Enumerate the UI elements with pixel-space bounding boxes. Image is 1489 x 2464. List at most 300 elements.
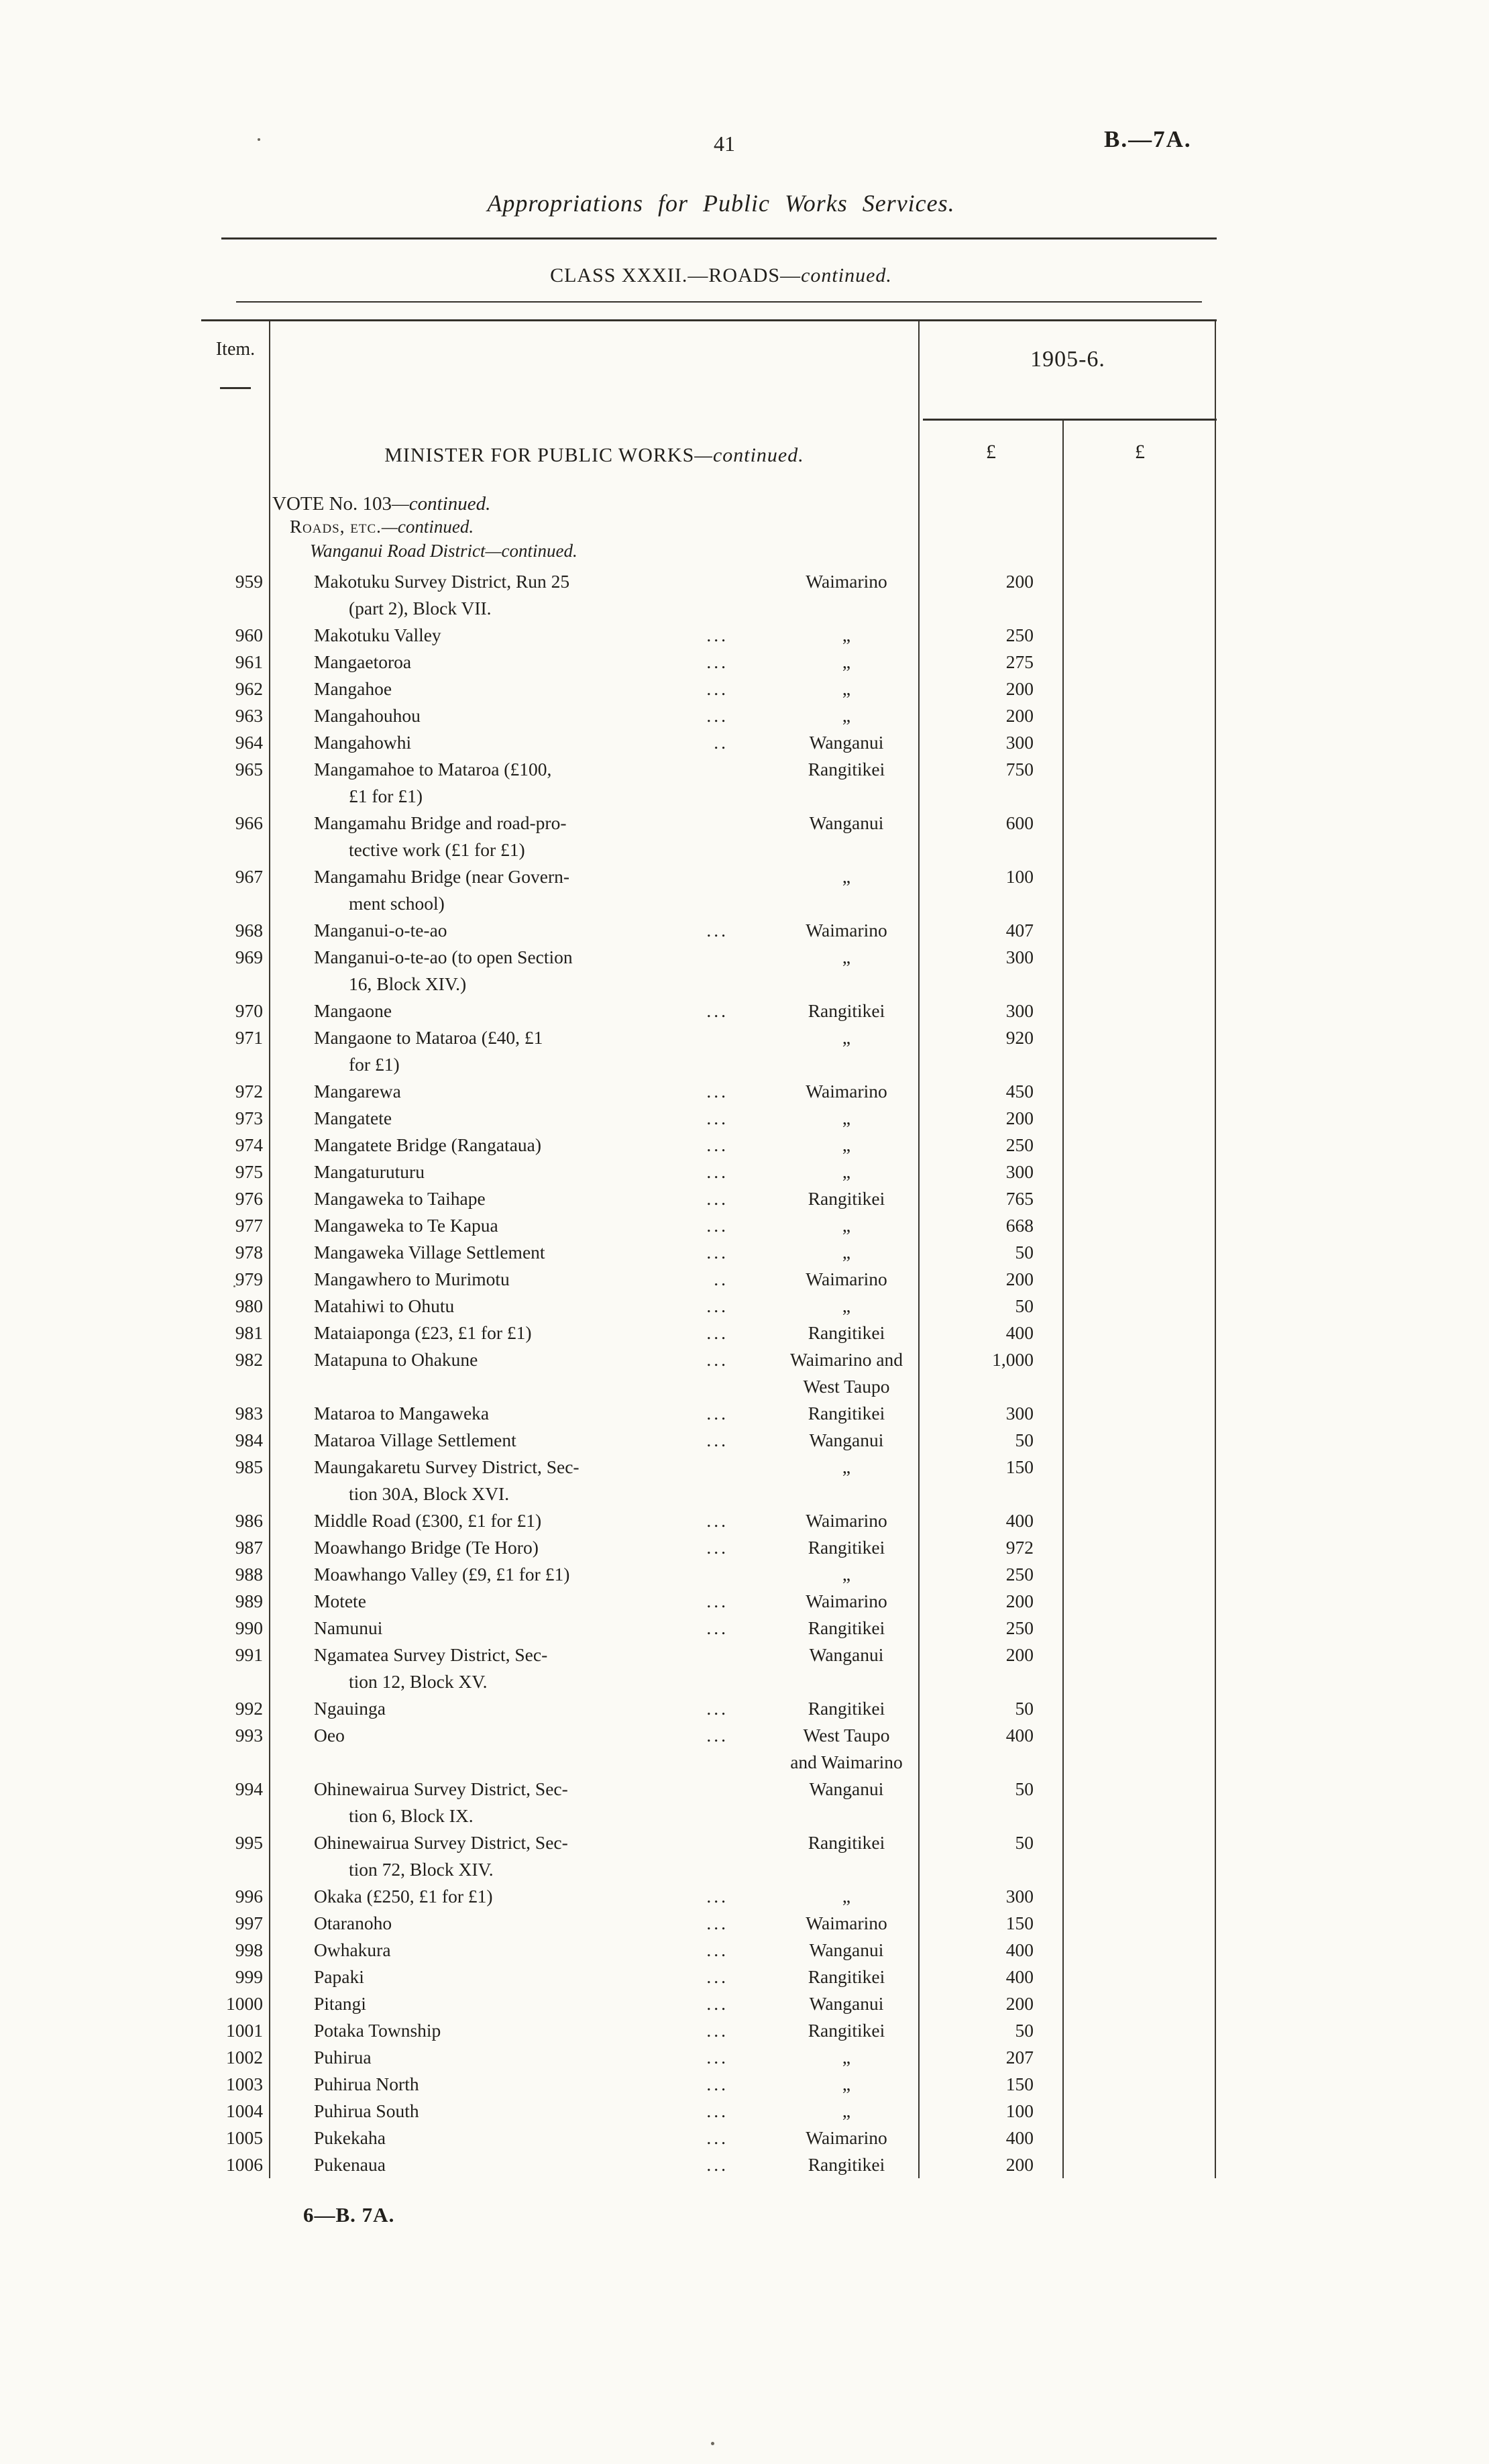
item-number: 1001 [226,2020,263,2041]
item-number: 967 [235,866,263,887]
district: Wanganui [809,812,884,833]
amount: 50 [1015,1832,1034,1853]
item-number: 969 [235,947,263,967]
item-number: 989 [235,1591,263,1611]
amount: 200 [1005,1591,1034,1611]
work-description [270,863,739,917]
item-number: 1004 [226,2100,263,2121]
amount: 200 [1005,1108,1034,1128]
item-number: 986 [235,1510,263,1531]
item-number: 995 [235,1832,263,1853]
amount-secondary [1063,1212,1217,1239]
work-description [270,1185,739,1212]
work-description-text: Otaranoho [314,1913,392,1933]
amount-secondary [1063,863,1217,917]
amount: 668 [1005,1215,1034,1236]
roads-heading-continued: —continued. [381,517,474,537]
item-number: 977 [235,1215,263,1236]
amount-secondary [1063,1293,1217,1320]
amount-secondary [1063,917,1217,944]
district: „ [842,1456,851,1477]
item-number: 966 [235,812,263,833]
amount: 207 [1005,2047,1034,2068]
table-row [201,1588,1217,1615]
dot-leader: ... [706,1617,728,1638]
table-row [201,676,1217,702]
district: Wanganui [809,1778,884,1799]
table-row [201,1910,1217,1937]
work-description-text: Makotuku Valley [314,625,441,645]
table-row [201,1105,1217,1132]
district: Rangitikei [808,1537,885,1558]
item-number: 981 [235,1322,263,1343]
work-description-text: Mangawhero to Murimotu [314,1269,510,1289]
work-description-text: Ngauinga [314,1698,386,1719]
amount-secondary [1063,1829,1217,1883]
table-header [201,321,1217,568]
amount-secondary [1063,1990,1217,2017]
table-row [201,2071,1217,2098]
work-description-text: Matahiwi to Ohutu [314,1295,455,1316]
item-number: 999 [235,1966,263,1987]
work-description [270,1642,739,1695]
horizontal-rule [221,237,1217,239]
table-row [201,2017,1217,2044]
work-description [270,1078,739,1105]
amount: 1,000 [992,1349,1034,1370]
item-number: 988 [235,1564,263,1585]
work-description-text: Puhirua South [314,2100,419,2121]
item-number: 971 [235,1027,263,1048]
item-number: 991 [235,1644,263,1665]
district: Waimarino [806,1591,887,1611]
dot-leader: ... [706,1966,728,1987]
item-number: 997 [235,1913,263,1933]
amount-secondary [1063,702,1217,729]
work-description [270,1883,739,1910]
amount-secondary [1063,810,1217,863]
table-row [201,1346,1217,1400]
work-description-text: Ngamatea Survey District, Sec- tion 12, Block XV. [314,1644,548,1692]
item-number: 1002 [226,2047,263,2068]
work-description-text: Pukekaha [314,2127,386,2148]
dot-leader: ... [706,1993,728,2014]
table-row [201,1454,1217,1507]
work-description [270,2151,739,2178]
work-description-text: Mangatete Bridge (Rangataua) [314,1134,542,1155]
work-description [270,1990,739,2017]
amount-secondary [1063,649,1217,676]
dot-leader: ... [706,1403,728,1424]
table-row [201,1722,1217,1776]
work-description-text: Ohinewairua Survey District, Sec- tion 72, Block XIV. [314,1832,568,1880]
amount-secondary [1063,2071,1217,2098]
work-description-text: Pukenaua [314,2154,386,2175]
work-description [270,2071,739,2098]
table-row [201,568,1217,622]
dot-leader: ... [706,678,728,699]
dot-leader: ... [706,1591,728,1611]
work-description-text: Mangatete [314,1108,392,1128]
work-description [270,729,739,756]
district: „ [842,651,851,672]
amount-secondary [1063,2125,1217,2151]
work-description-text: Mataiaponga (£23, £1 for £1) [314,1322,532,1343]
amount: 50 [1015,1778,1034,1799]
work-description-text: Mangamahu Bridge and road-pro- tective work (£1 for £1) [314,812,567,860]
table-row [201,729,1217,756]
table-row [201,1266,1217,1293]
item-number: 982 [235,1349,263,1370]
vote-heading-continued: —continued. [392,493,491,515]
work-description [270,1695,739,1722]
table-row [201,1132,1217,1159]
table-row [201,1829,1217,1883]
item-number: 1003 [226,2074,263,2094]
item-header-label: Item. [215,339,256,360]
item-number: 994 [235,1778,263,1799]
work-description [270,1776,739,1829]
dot-leader: ... [706,1537,728,1558]
minister-heading-text: MINISTER FOR PUBLIC WORKS [384,444,695,466]
amount-secondary [1063,2017,1217,2044]
amount-secondary [1063,1507,1217,1534]
district: Waimarino [806,1081,887,1102]
amount-secondary [1063,2044,1217,2071]
district: „ [842,625,851,645]
dot-leader: .. [714,732,728,753]
amount-secondary [1063,1239,1217,1266]
amount: 300 [1005,732,1034,753]
amount-secondary [1063,1024,1217,1078]
work-description-text: Owhakura [314,1939,391,1960]
amount-secondary [1063,1320,1217,1346]
amount-secondary [1063,1185,1217,1212]
work-description [270,1561,739,1588]
dot-leader: ... [706,1913,728,1933]
work-description-text: Maungakaretu Survey District, Sec- tion 30A, Block XVI. [314,1456,580,1504]
amount: 250 [1005,1134,1034,1155]
amount: 250 [1005,1564,1034,1585]
amount: 150 [1005,1456,1034,1477]
work-description [270,1400,739,1427]
work-description [270,649,739,676]
amount-secondary [1063,1427,1217,1454]
amount: 150 [1005,1913,1034,1933]
work-description-text: Mangarewa [314,1081,401,1102]
work-description [270,1293,739,1320]
amount-secondary [1063,944,1217,998]
district: Rangitikei [808,1966,885,1987]
district: „ [842,2074,851,2094]
amount: 275 [1005,651,1034,672]
work-description [270,622,739,649]
table-row [201,810,1217,863]
district: „ [842,866,851,887]
work-description-text: Ohinewairua Survey District, Sec- tion 6, Block IX. [314,1778,568,1826]
dot-leader: ... [706,2074,728,2094]
work-description-text: Mangahouhou [314,705,421,726]
work-description [270,1132,739,1159]
item-number: 979 [235,1269,263,1289]
item-number: 978 [235,1242,263,1263]
road-district-heading: Wanganui Road District—continued. [310,541,577,561]
item-number: 998 [235,1939,263,1960]
district: „ [842,1134,851,1155]
appropriations-table [201,319,1217,2178]
district: Rangitikei [808,1403,885,1424]
item-number: 992 [235,1698,263,1719]
table-row [201,1293,1217,1320]
table-row [201,1400,1217,1427]
district: „ [842,1027,851,1048]
amount-secondary [1063,1159,1217,1185]
amount: 50 [1015,1698,1034,1719]
district: Waimarino [806,2127,887,2148]
work-description [270,944,739,998]
amount-secondary [1063,1400,1217,1427]
district: Rangitikei [808,759,885,780]
work-description [270,1105,739,1132]
item-header-underline [220,387,251,389]
amount-secondary [1063,1454,1217,1507]
work-description [270,810,739,863]
dot-leader: ... [706,1322,728,1343]
work-description [270,1024,739,1078]
work-description-text: Potaka Township [314,2020,441,2041]
work-description-text: Middle Road (£300, £1 for £1) [314,1510,542,1531]
work-description-text: Moawhango Valley (£9, £1 for £1) [314,1564,570,1585]
work-description-text: Mangaone [314,1000,392,1021]
amount: 765 [1005,1188,1034,1209]
district: Waimarino [806,920,887,941]
district: Wanganui [809,1430,884,1450]
amount-secondary [1063,1964,1217,1990]
work-description [270,917,739,944]
work-description [270,1722,739,1776]
district: Rangitikei [808,1322,885,1343]
amount: 400 [1005,1725,1034,1746]
amount: 250 [1005,625,1034,645]
dot-leader: ... [706,920,728,941]
item-number: 961 [235,651,263,672]
item-number: 976 [235,1188,263,1209]
table-row [201,1320,1217,1346]
horizontal-rule [236,301,1202,303]
district: West Taupo and Waimarino [790,1725,903,1772]
table-row [201,1185,1217,1212]
amount-secondary [1063,1132,1217,1159]
dot-leader: ... [706,651,728,672]
district: „ [842,1108,851,1128]
dot-leader: ... [706,1939,728,1960]
vote-heading [272,493,490,515]
printer-signature: 6—B. 7A. [303,2203,395,2227]
amount-secondary [1063,1078,1217,1105]
item-number: 987 [235,1537,263,1558]
district: Rangitikei [808,2154,885,2175]
work-description-text: Mangaone to Mataroa (£40, £1 for £1) [314,1027,543,1075]
amount: 400 [1005,1510,1034,1531]
amount: 400 [1005,1966,1034,1987]
dot-leader: ... [706,1510,728,1531]
work-description-text: Mangahowhi [314,732,412,753]
item-number: 1005 [226,2127,263,2148]
amount-secondary [1063,1937,1217,1964]
amount-secondary [1063,1266,1217,1293]
table-row [201,944,1217,998]
dot-leader: ... [706,1000,728,1021]
amount-secondary [1063,2151,1217,2178]
dot-leader: ... [706,2100,728,2121]
dot-leader: ... [706,1081,728,1102]
year-header-underline [923,419,1217,421]
amount: 450 [1005,1081,1034,1102]
work-description-text: Mataroa to Mangaweka [314,1403,490,1424]
item-number: 990 [235,1617,263,1638]
table-row [201,1937,1217,1964]
district: Wanganui [809,1644,884,1665]
amount: 300 [1005,1403,1034,1424]
item-number: 964 [235,732,263,753]
pound-symbol: £ [986,441,996,463]
amount-secondary [1063,1588,1217,1615]
item-number: 963 [235,705,263,726]
dot-leader: ... [706,1161,728,1182]
table-row [201,1964,1217,1990]
district: „ [842,1564,851,1585]
district: Wanganui [809,1939,884,1960]
work-description-text: Oeo [314,1725,345,1746]
work-description [270,1346,739,1400]
amount: 400 [1005,2127,1034,2148]
table-row [201,756,1217,810]
work-description-text: Puhirua [314,2047,372,2068]
district: „ [842,2100,851,2121]
district: Rangitikei [808,1832,885,1853]
amount-secondary [1063,1615,1217,1642]
work-description-text: Mangaweka to Taihape [314,1188,486,1209]
class-heading-text: CLASS XXXII.—ROADS— [550,264,802,286]
work-description-text: Mangamahoe to Mataroa (£100, £1 for £1) [314,759,552,806]
minister-heading-continued: —continued. [694,444,804,466]
work-description [270,2098,739,2125]
item-number: 968 [235,920,263,941]
table-row [201,1695,1217,1722]
amount-secondary [1063,998,1217,1024]
district: „ [842,1215,851,1236]
vote-heading-text: VOTE No. 103 [272,493,392,515]
dot-leader: ... [706,705,728,726]
class-heading-continued: continued. [801,264,892,286]
table-row [201,1212,1217,1239]
district: Rangitikei [808,1617,885,1638]
work-description-text: Mangaturuturu [314,1161,425,1182]
minister-heading [270,444,919,467]
table-row [201,702,1217,729]
work-description [270,1910,739,1937]
amount: 400 [1005,1322,1034,1343]
dot-leader: ... [706,1349,728,1370]
item-number: 993 [235,1725,263,1746]
table-row [201,649,1217,676]
dot-leader: ... [706,1295,728,1316]
district: Waimarino [806,1913,887,1933]
work-description [270,1507,739,1534]
amount-secondary [1063,1105,1217,1132]
work-description [270,756,739,810]
work-description [270,1588,739,1615]
district: Rangitikei [808,1188,885,1209]
dot-leader: ... [706,1430,728,1450]
amount-secondary [1063,1642,1217,1695]
scan-speck [711,2442,714,2445]
work-description-text: Puhirua North [314,2074,419,2094]
amount: 50 [1015,2020,1034,2041]
dot-leader: ... [706,2127,728,2148]
item-number: 972 [235,1081,263,1102]
work-description-text: Okaka (£250, £1 for £1) [314,1886,493,1907]
amount: 200 [1005,1269,1034,1289]
year-header-label: 1905-6. [1030,347,1105,372]
amount: 50 [1015,1295,1034,1316]
district: „ [842,2047,851,2068]
table-row [201,1883,1217,1910]
work-description-text: Mangaetoroa [314,651,412,672]
amount-secondary [1063,1910,1217,1937]
table-row [201,1776,1217,1829]
doc-reference: B.—7A. [1104,126,1192,152]
amount: 400 [1005,1939,1034,1960]
district: Rangitikei [808,1698,885,1719]
amount: 200 [1005,678,1034,699]
amount-secondary [1063,1776,1217,1829]
work-description [270,1615,739,1642]
table-row [201,998,1217,1024]
item-number: 975 [235,1161,263,1182]
amount-secondary [1063,1561,1217,1588]
table-row [201,1642,1217,1695]
item-number: 985 [235,1456,263,1477]
item-number: 965 [235,759,263,780]
district: Waimarino and West Taupo [789,1349,903,1397]
district: Rangitikei [808,2020,885,2041]
work-description-text: Manganui-o-te-ao [314,920,447,941]
item-column-header [201,321,270,568]
work-description [270,1266,739,1293]
work-description [270,1454,739,1507]
amount: 200 [1005,1993,1034,2014]
dot-leader: ... [706,2047,728,2068]
work-description [270,1937,739,1964]
district: „ [842,678,851,699]
amount: 200 [1005,705,1034,726]
work-description-text: Mataroa Village Settlement [314,1430,516,1450]
amount: 300 [1005,1161,1034,1182]
table-row [201,2125,1217,2151]
currency-header-row [919,441,1217,464]
table-row [201,1078,1217,1105]
item-number: 962 [235,678,263,699]
item-number: 973 [235,1108,263,1128]
work-description [270,2044,739,2071]
table-row [201,1507,1217,1534]
work-description [270,1427,739,1454]
work-description-text: Mangaweka Village Settlement [314,1242,545,1263]
table-row [201,2044,1217,2071]
table-row [201,1159,1217,1185]
work-description-text: Mangahoe [314,678,392,699]
